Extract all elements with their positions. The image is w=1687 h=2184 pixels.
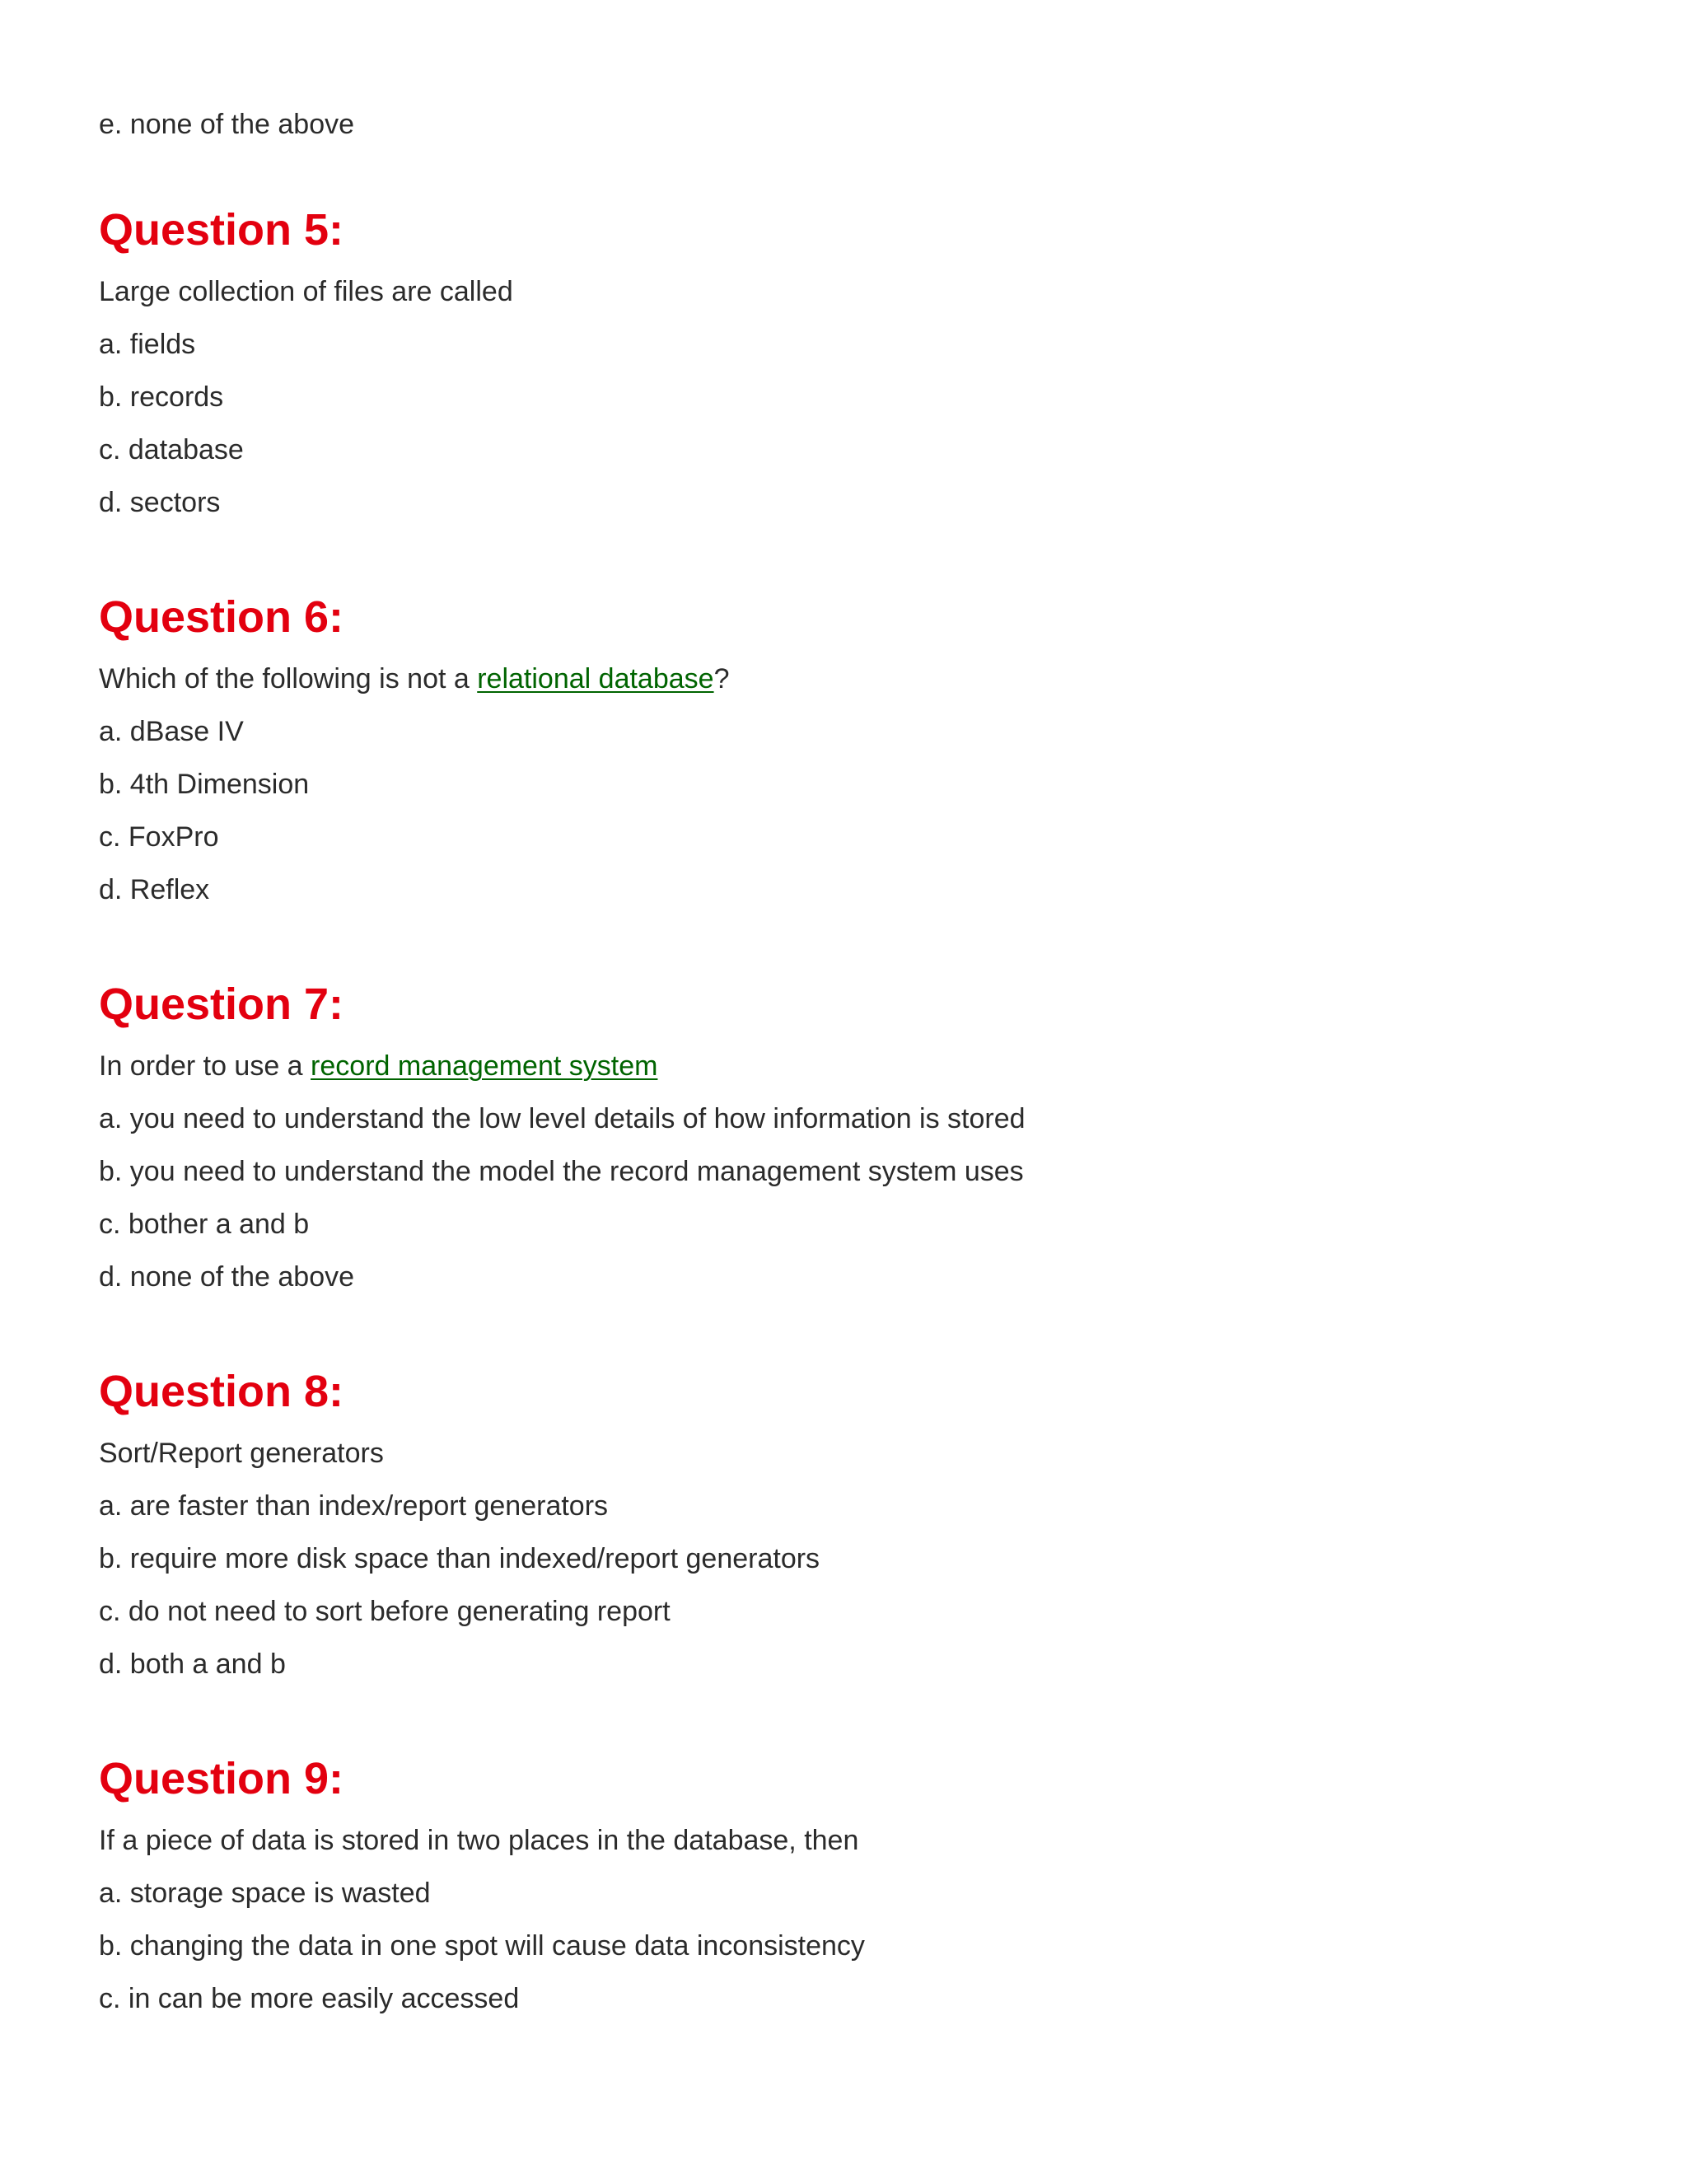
answer-option: c. database [99,434,244,465]
answer-option: d. none of the above [99,1261,355,1293]
question-title: Question 6: [99,592,344,642]
question-7 [99,979,1026,1313]
question-text-start: Which of the following is not a [99,663,478,694]
record-management-system-link[interactable]: record management system [311,1050,658,1082]
question-text [99,662,729,695]
answer-option: a. are faster than index/report generators [99,1490,609,1522]
question-title: Question 5: [99,205,344,255]
answer-option: b. you need to understand the model the record management system uses [99,1156,1024,1187]
answer-option: a. dBase IV [99,716,244,747]
answer-option: a. fields [99,329,196,360]
question-6 [99,592,729,926]
answer-option: b. records [99,381,224,413]
answer-option: b. changing the data in one spot will cause data inconsistency [99,1930,865,1962]
question-8 [99,1366,820,1700]
answer-option: d. Reflex [99,874,210,905]
answer-option: b. require more disk space than indexed/report generators [99,1543,820,1574]
question-text: If a piece of data is stored in two places in the database, then [99,1825,859,1856]
question-text-start: In order to use a [99,1050,311,1082]
relational-database-link[interactable]: relational database [477,663,714,694]
question-text [99,1050,1026,1083]
answer-option: c. in can be more easily accessed [99,1983,520,2014]
answer-option: b. 4th Dimension [99,769,310,800]
question-9 [99,1753,865,2035]
answer-option: a. you need to understand the low level details of how information is stored [99,1103,1026,1134]
option-e-prev-question: e. none of the above [99,109,355,140]
answer-option: c. bother a and b [99,1209,310,1240]
question-title: Question 8: [99,1367,344,1416]
answer-option: d. both a and b [99,1649,286,1680]
answer-option: c. do not need to sort before generating report [99,1596,671,1627]
question-title: Question 9: [99,1754,344,1803]
question-title: Question 7: [99,980,344,1029]
question-text: Large collection of files are called [99,276,513,307]
answer-option: a. storage space is wasted [99,1878,431,1909]
question-text: Sort/Report generators [99,1438,384,1469]
answer-option: d. sectors [99,487,221,518]
question-5 [99,204,513,539]
answer-option: c. FoxPro [99,821,219,853]
question-text-end: ? [713,663,730,694]
